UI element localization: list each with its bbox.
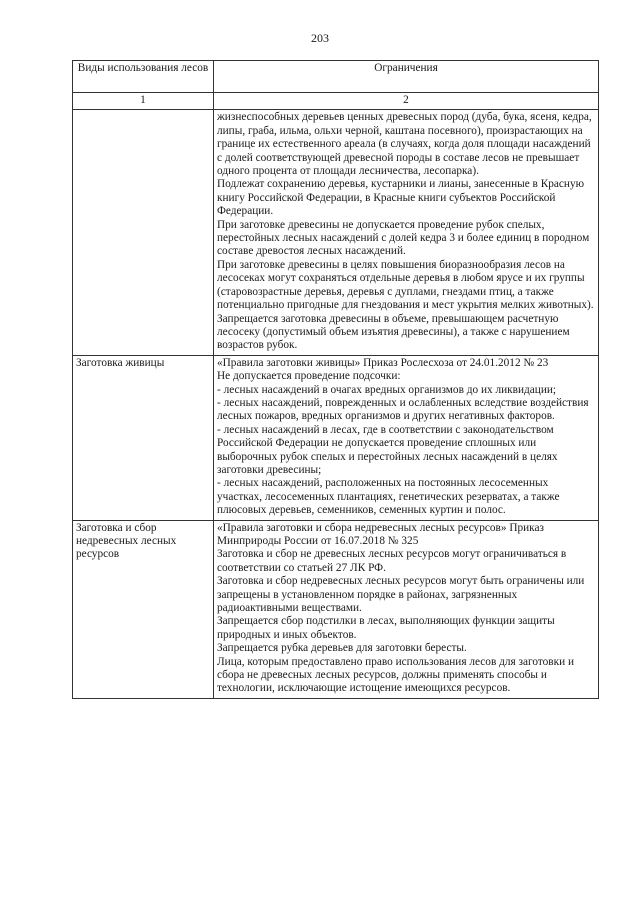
restriction-paragraph: Подлежат сохранению деревья, кустарники и лианы, занесенные в Красную книгу Российской Федерации, в Красные книги субъектов Российской Федерации. [217,178,585,218]
restriction-paragraph: - лесных насаждений, поврежденных и ослабленных вследствие воздействия лесных пожаров, вредных организмов и других негативных факторов. [217,396,589,423]
restriction-paragraph: жизнеспособных деревьев ценных древесных пород (дуба, бука, ясеня, кедра, липы, граба, ильма, ольхи черной, каштана посевного), произрастающих на границе их естественного ареала (в случаях, когда доля площади насаждений с долей соответствующей древесной породы в составе лесов не превышает одного процента от площади лесничества, лесопарка). [217,111,592,178]
restriction-paragraph: - лесных насаждений, расположенных на постоянных лесосеменных участках, лесосеменных плантациях, генетических резерватах, а также плюсовых деревьев, семенников, семенных куртин и полос. [217,477,560,517]
restriction-paragraph: - лесных насаждений в лесах, где в соответствии с законодательством Российской Федерации не допускается проведение сплошных или выборочных рубок спелых и перестойных лесных насаждений в целях заготовки древесины; [217,423,558,476]
row-use-type [73,110,214,355]
restriction-paragraph: Лица, которым предоставлено право использования лесов для заготовки и сбора не древесных лесных ресурсов, должны применять способы и технологии, исключающие истощение имеющихся ресурсов. [217,655,575,695]
row-use-type: Заготовка живицы [73,355,214,520]
row-use-type: Заготовка и сбор недревесных лесных ресурсов [73,520,214,698]
restriction-paragraph: При заготовке древесины в целях повышения биоразнообразия лесов на лесосеках могут сохраняться отдельные деревья в любом ярусе и их группы (старовозрастные деревья, деревья с дуплами, гнездами птиц, а также потенциально пригодные для гнездования и мест укрытия мелких животных). [217,258,594,312]
restriction-paragraph: Запрещается рубка деревьев для заготовки бересты. [217,642,467,655]
header-forest-use-types: Виды использования лесов [73,61,214,93]
column-numbering-row [73,93,599,110]
header-restrictions: Ограничения [214,61,599,93]
table-header-row [73,61,599,93]
page-number: 203 [311,31,329,45]
restriction-paragraph: Заготовка и сбор не древесных лесных ресурсов могут ограничиваться в соответствии со статьей 27 ЛК РФ. [217,548,567,574]
table-row [73,355,599,520]
restriction-paragraph: Запрещается заготовка древесины в объеме, превышающем расчетную лесосеку (допустимый объем изъятия древесины), а также с нарушением возрастов рубок. [217,312,570,352]
restriction-paragraph: «Правила заготовки живицы» Приказ Рослесхоза от 24.01.2012 № 23 [217,356,549,369]
restriction-paragraph: «Правила заготовки и сбора недревесных лесных ресурсов» Приказ Минприроды России от 16.07.2018 № 325 [217,521,544,547]
row-restrictions [214,355,599,520]
table-row [73,520,599,698]
table-row [73,110,599,355]
row-restrictions [214,110,599,355]
restrictions-table [72,60,599,699]
restriction-paragraph: Не допускается проведение подсочки: [217,370,401,383]
restriction-paragraph: - лесных насаждений в очагах вредных организмов до их ликвидации; [217,383,557,396]
column-number-1: 1 [73,93,214,110]
row-restrictions [214,520,599,698]
restriction-paragraph: Запрещается сбор подстилки в лесах, выполняющих функции защиты природных и иных объектов. [217,615,555,641]
column-number-2: 2 [214,93,599,110]
restriction-paragraph: Заготовка и сбор недревесных лесных ресурсов могут быть ограничены или запрещены в установленном порядке в районах, загрязненных радиоактивными веществами. [217,575,585,615]
restriction-paragraph: При заготовке древесины не допускается проведение рубок спелых, перестойных лесных насаждений с долей кедра 3 и более единиц в породном составе древостоя лесных насаждений. [217,218,590,258]
